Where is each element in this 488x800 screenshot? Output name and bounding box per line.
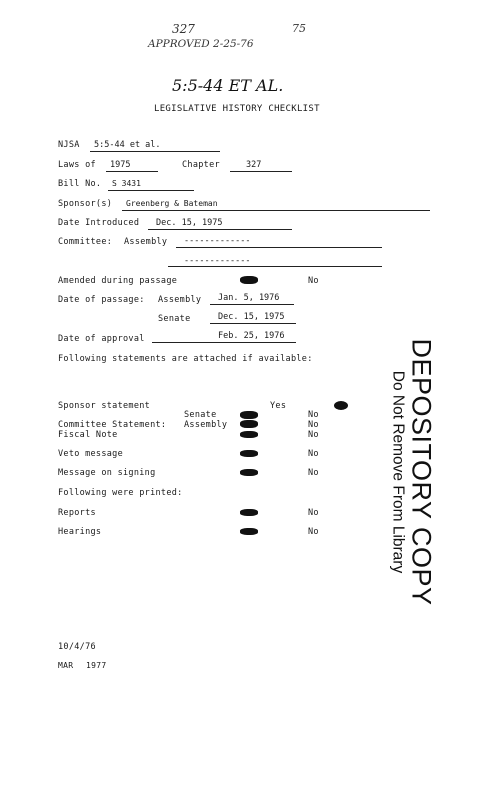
document-title: LEGISLATIVE HISTORY CHECKLIST	[154, 104, 320, 114]
fiscal-yes-mark	[240, 431, 258, 438]
signing-yes-mark	[240, 469, 258, 476]
committee-label: Committee:	[58, 237, 113, 247]
committee-senate-yes-mark	[240, 411, 258, 419]
sponsor-value: Greenberg & Bateman	[126, 199, 218, 208]
stamp-line-2: Do Not Remove From Library	[389, 370, 407, 574]
bill-label: Bill No.	[58, 179, 102, 189]
committee-assembly-yes-mark	[240, 420, 258, 428]
footer-stamp-year: 1977	[86, 661, 107, 670]
passage-assembly-value: Jan. 5, 1976	[218, 293, 280, 303]
committee-assembly-label: Assembly	[124, 237, 168, 247]
approval-value: Feb. 25, 1976	[218, 331, 285, 341]
chapter-scrawl: 327	[172, 22, 195, 36]
passage-senate-line	[210, 323, 296, 324]
committee-senate-value: -------------	[184, 256, 251, 266]
statute-title: 5:5-44 ET AL.	[172, 76, 284, 95]
bill-value: S 3431	[112, 179, 141, 188]
passage-assembly-line	[210, 304, 294, 305]
footer-stamp-month: MAR	[58, 661, 74, 670]
date-passage-label: Date of passage:	[58, 295, 145, 305]
hearings-no: No	[308, 527, 319, 537]
njsa-value: 5:5-44 et al.	[94, 140, 161, 150]
committee-senate-text: Senate	[184, 410, 217, 420]
footer-date: 10/4/76	[58, 642, 96, 652]
approval-label: Date of approval	[58, 334, 145, 344]
committee-assembly-line	[176, 247, 382, 248]
laws-of-label: Laws of	[58, 160, 96, 170]
passage-senate-value: Dec. 15, 1975	[218, 312, 285, 322]
committee-statement-label: Committee Statement:	[58, 420, 167, 430]
amended-yes-mark	[240, 276, 258, 284]
stamp-line-1: DEPOSITORY COPY	[406, 338, 437, 606]
committee-senate-line	[168, 266, 382, 267]
printed-heading: Following were printed:	[58, 488, 183, 498]
amended-label: Amended during passage	[58, 276, 178, 286]
approved-note: APPROVED 2-25-76	[148, 38, 254, 50]
veto-message-label: Veto message	[58, 449, 124, 459]
fiscal-note-label: Fiscal Note	[58, 430, 118, 440]
reports-label: Reports	[58, 508, 96, 518]
veto-no: No	[308, 449, 319, 459]
chapter-label: Chapter	[182, 160, 220, 170]
committee-assembly-value: -------------	[184, 236, 251, 246]
approval-line	[152, 342, 296, 343]
fiscal-no: No	[308, 430, 319, 440]
seventy-five-note: 75	[292, 22, 306, 35]
njsa-label: NJSA	[58, 140, 80, 150]
statements-heading: Following statements are attached if available:	[58, 354, 313, 364]
sponsor-line	[122, 210, 430, 211]
sponsor-statement-no-mark	[334, 401, 348, 410]
sponsor-label: Sponsor(s)	[58, 199, 113, 209]
signing-message-label: Message on signing	[58, 468, 156, 478]
sponsor-statement-yes: Yes	[270, 401, 287, 411]
depository-stamp	[362, 338, 462, 606]
bill-line	[108, 190, 194, 191]
signing-no: No	[308, 468, 319, 478]
chapter-value: 327	[246, 160, 262, 170]
passage-assembly-label: Assembly	[158, 295, 202, 305]
chapter-line	[230, 171, 292, 172]
date-introduced-value: Dec. 15, 1975	[156, 218, 223, 228]
veto-yes-mark	[240, 450, 258, 457]
date-introduced-line	[148, 229, 292, 230]
committee-assembly-no: No	[308, 420, 319, 430]
laws-of-value: 1975	[110, 160, 131, 170]
date-introduced-label: Date Introduced	[58, 218, 140, 228]
committee-statement-assembly-label: Assembly	[184, 420, 228, 430]
hearings-label: Hearings	[58, 527, 102, 537]
reports-yes-mark	[240, 509, 258, 516]
reports-no: No	[308, 508, 319, 518]
laws-of-line	[106, 171, 158, 172]
committee-senate-no: No	[308, 410, 319, 420]
amended-no: No	[308, 276, 319, 286]
sponsor-statement-label: Sponsor statement	[58, 401, 151, 411]
hearings-yes-mark	[240, 528, 258, 535]
passage-senate-label: Senate	[158, 314, 191, 324]
njsa-line	[90, 151, 220, 152]
